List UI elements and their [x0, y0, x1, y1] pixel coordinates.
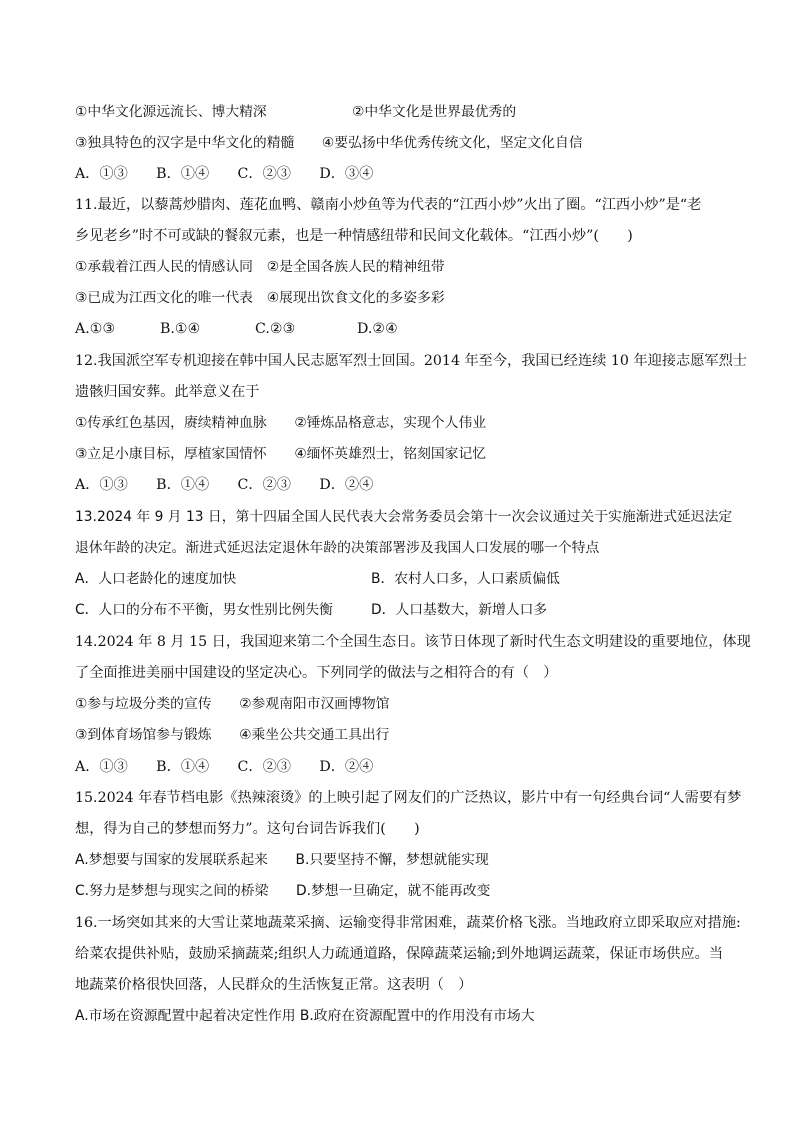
- q13-option-d: D．人口基数大，新增人口多: [371, 602, 548, 618]
- q11-choice-a: A.①③: [75, 321, 116, 337]
- q11-choice-d: D.②④: [357, 321, 398, 337]
- q13-option-c: C．人口的分布不平衡，男女性别比例失衡: [75, 602, 333, 618]
- q15-options-row2: C.努力是梦想与现实之间的桥梁 D.梦想一旦确定，就不能再改变: [75, 883, 491, 899]
- q11-options-row2: ③已成为江西文化的唯一代表 ④展现出饮食文化的多姿多彩: [75, 290, 445, 306]
- q14-choices: A．①③ B．①④ C．②③ D．②④: [75, 759, 374, 775]
- q15-options-row1: A.梦想要与国家的发展联系起来 B.只要坚持不懈，梦想就能实现: [75, 852, 489, 868]
- q16-stem-line3: 地蔬菜价格很快回落，人民群众的生活恢复正常。这表明（ ）: [75, 977, 473, 993]
- q14-stem-line1: 14.2024 年 8 月 15 日，我国迎来第二个全国生态日。该节日体现了新时代生态文明建设的重要地位，体现: [75, 634, 751, 650]
- q15-stem-line2: 想，得为自己的梦想而努力”。这句台词告诉我们( ): [75, 821, 420, 837]
- q11-stem-line2: 乡见老乡”时不可或缺的餐叙元素，也是一种情感纽带和民间文化载体。“江西小炒”( ): [75, 228, 633, 244]
- q13-option-b: B．农村人口多，人口素质偏低: [371, 571, 560, 587]
- q11-choice-b: B.①④: [160, 321, 201, 337]
- q11-stem-line1: 11.最近，以藜蒿炒腊肉、莲花血鸭、赣南小炒鱼等为代表的“江西小炒”火出了圈。“江西小炒”是“老: [75, 197, 702, 213]
- q12-options-row2: ③立足小康目标，厚植家国情怀 ④缅怀英雄烈士，铭刻国家记忆: [75, 446, 487, 462]
- q12-choices: A．①③ B．①④ C．②③ D．②④: [75, 477, 374, 493]
- q13-option-a: A．人口老龄化的速度加快: [75, 571, 237, 587]
- q10-option-1: ①中华文化源远流长、博大精深: [75, 104, 267, 120]
- q10-choices: A．①③ B．①④ C．②③ D．③④: [75, 166, 374, 182]
- q10-options-row2: ③独具特色的汉字是中华文化的精髓 ④要弘扬中华优秀传统文化，坚定文化自信: [75, 135, 583, 151]
- q16-options-row1: A.市场在资源配置中起着决定性作用 B.政府在资源配置中的作用没有市场大: [75, 1008, 535, 1024]
- q12-options-row1: ①传承红色基因，赓续精神血脉 ②锤炼品格意志，实现个人伟业: [75, 415, 487, 431]
- q16-stem-line1: 16.一场突如其来的大雪让菜地蔬菜采摘、运输变得非常困难，蔬菜价格飞涨。当地政府立即采取应对措施:: [75, 915, 741, 931]
- q13-stem-line1: 13.2024 年 9 月 13 日，第十四届全国人民代表大会常务委员会第十一次会议通过关于实施渐进式延迟法定: [75, 509, 733, 525]
- q16-stem-line2: 给菜农提供补贴，鼓励采摘蔬菜;组织人力疏通道路，保障蔬菜运输;到外地调运蔬菜，保证市场供应。当: [75, 946, 724, 962]
- q14-options-row2: ③到体育场馆参与锻炼 ④乘坐公共交通工具出行: [75, 727, 390, 743]
- q11-options-row1: ①承载着江西人民的情感认同 ②是全国各族人民的精神纽带: [75, 259, 445, 275]
- q14-options-row1: ①参与垃圾分类的宣传 ②参观南阳市汉画博物馆: [75, 696, 390, 712]
- q12-stem-line2: 遗骸归国安葬。此举意义在于: [75, 384, 260, 400]
- q13-stem-line2: 退休年龄的决定。渐进式延迟法定退休年龄的决策部署涉及我国人口发展的哪一个特点: [75, 540, 600, 556]
- q11-choice-c: C.②③: [255, 321, 296, 337]
- q15-stem-line1: 15.2024 年春节档电影《热辣滚烫》的上映引起了网友们的广泛热议，影片中有一句经典台词“人需要有梦: [75, 790, 742, 806]
- q14-stem-line2: 了全面推进美丽中国建设的坚定决心。下列同学的做法与之相符合的有（ ）: [75, 665, 558, 681]
- q12-stem-line1: 12.我国派空军专机迎接在韩中国人民志愿军烈士回国。2014 年至今，我国已经连续 10 年迎接志愿军烈士: [75, 353, 747, 369]
- q10-option-2: ②中华文化是世界最优秀的: [352, 104, 517, 120]
